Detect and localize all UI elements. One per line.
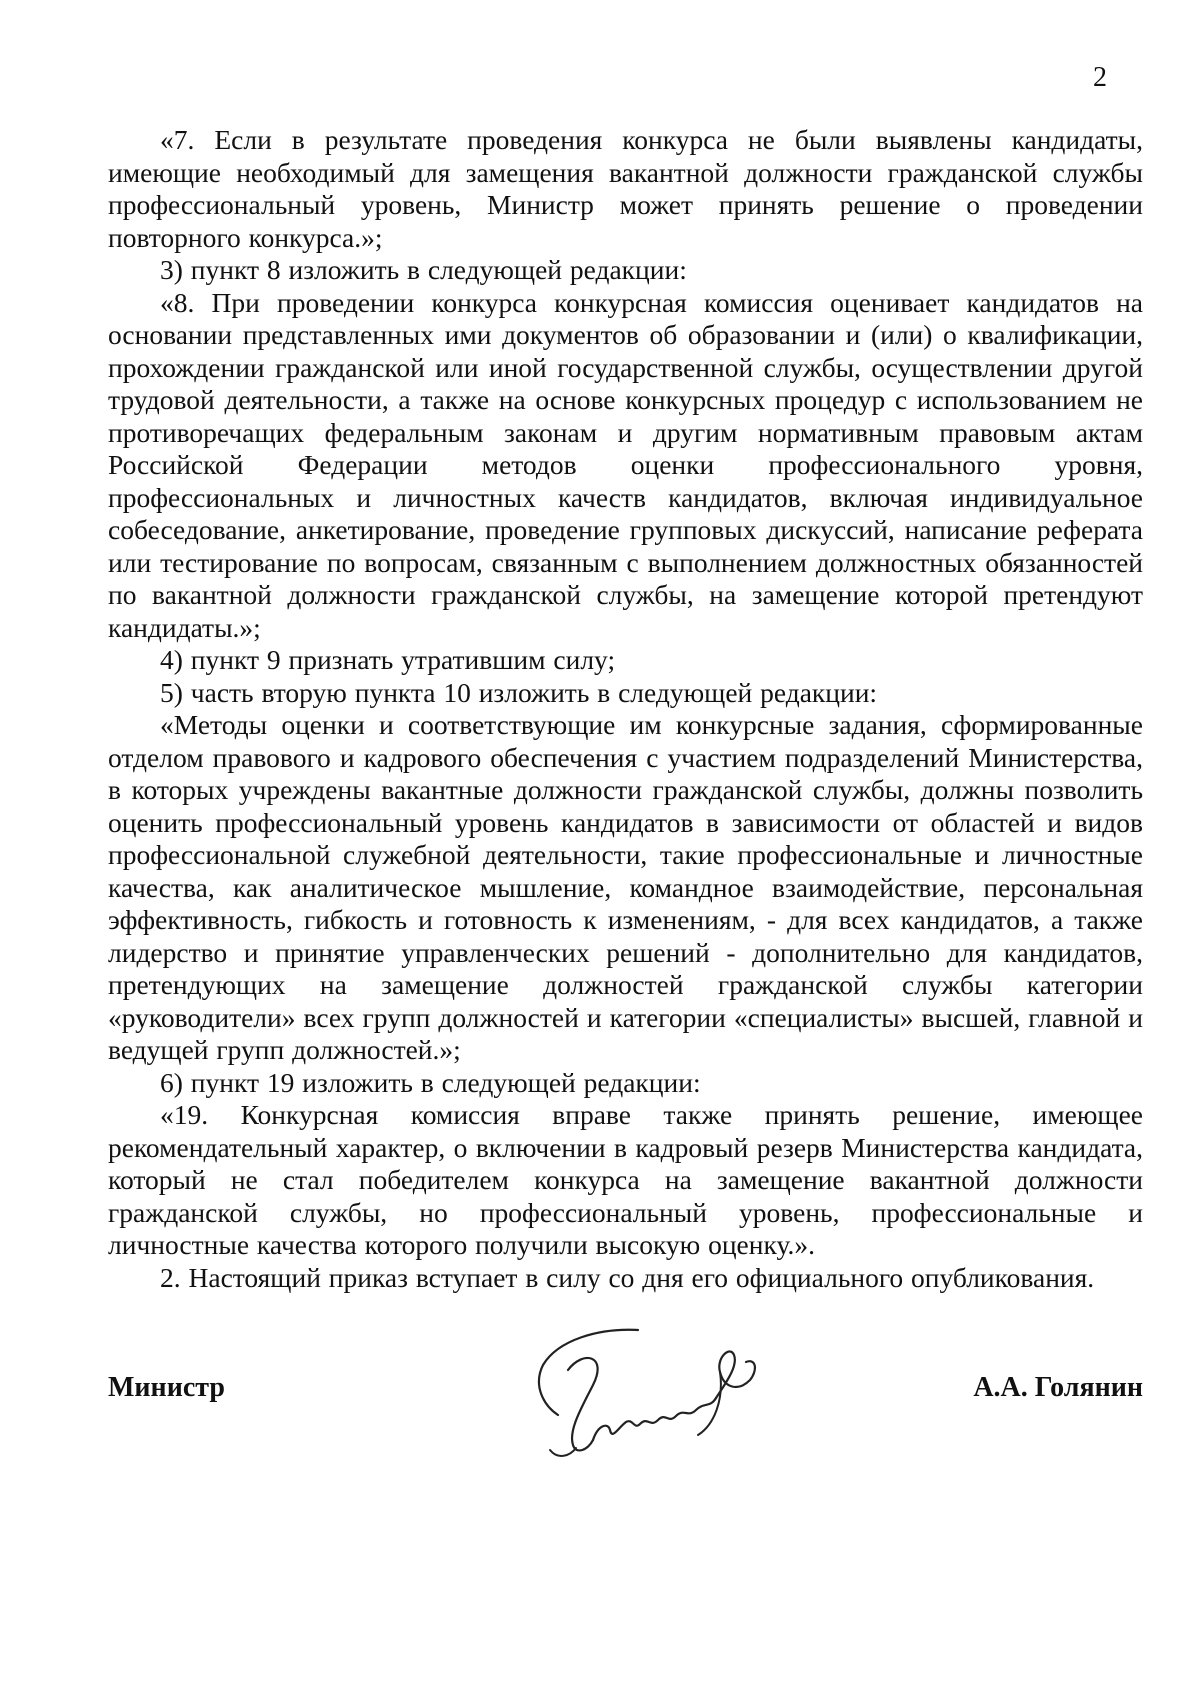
signatory-name: А.А. Голянин [973, 1372, 1143, 1403]
paragraph-clause-8: «8. При проведении конкурса конкурсная комиссия оценивает кандидатов на основании представленных ими документов об образовании и (или) о квалификации, прохождении гражданской или иной государственной службы, осуществлении другой трудовой деятельности, а также на основе конкурсных процедур с использованием не противоречащих федеральным законам и другим нормативным правовым актам Российской Федерации методов оценки профессионального уровня, профессиональных и личностных качеств кандидатов, включая индивидуальное собеседование, анкетирование, проведение групповых дискуссий, написание реферата или тестирование по вопросам, связанным с выполнением должностных обязанностей по вакантной должности гражданской службы, на замещение которой претендуют кандидаты.»; [108, 286, 1143, 643]
paragraph-methods: «Методы оценки и соответствующие им конкурсные задания, сформированные отделом правового и кадрового обеспечения с участием подразделений Министерства, в которых учреждены вакантные должности гражданской службы, должны позволить оценить профессиональный уровень кандидатов в зависимости от областей и видов профессиональной служебной деятельности, такие профессиональные и личностные качества, как аналитическое мышление, командное взаимодействие, персональная эффективность, гибкость и готовность к изменениям, - для всех кандидатов, а также лидерство и принятие управленческих решений - дополнительно для кандидатов, претендующих на замещение должностей гражданской службы категории «руководители» всех групп должностей и категории «специалисты» высшей, главной и ведущей групп должностей.»; [108, 709, 1143, 1065]
paragraph-item-4: 4) пункт 9 признать утратившим силу; [160, 644, 616, 675]
paragraph-effective-date: 2. Настоящий приказ вступает в силу со дня его официального опубликования. [160, 1261, 1095, 1293]
signature-block [108, 1370, 1143, 1460]
paragraph-item-3: 3) пункт 8 изложить в следующей редакции: [160, 254, 687, 285]
handwritten-signature [488, 1310, 788, 1470]
paragraph-item-6: 6) пункт 19 изложить в следующей редакции: [160, 1066, 701, 1098]
document-body [108, 124, 1143, 1294]
page-number: 2 [1093, 62, 1107, 93]
paragraph-clause-7: «7. Если в результате проведения конкурса не были выявлены кандидаты, имеющие необходимый для замещения вакантной должности гражданской службы профессиональный уровень, Министр может принять решение о проведении повторного конкурса.»; [108, 124, 1143, 253]
paragraph-item-5: 5) часть вторую пункта 10 изложить в следующей редакции: [160, 676, 878, 708]
signatory-title: Министр [108, 1372, 225, 1403]
paragraph-clause-19: «19. Конкурсная комиссия вправе также принять решение, имеющее рекомендательный характер, о включении в кадровый резерв Министерства кандидата, который не стал победителем конкурса на замещение вакантной должности гражданской службы, но профессиональный уровень, профессиональные и личностные качества которого получили высокую оценку.». [108, 1099, 1143, 1260]
